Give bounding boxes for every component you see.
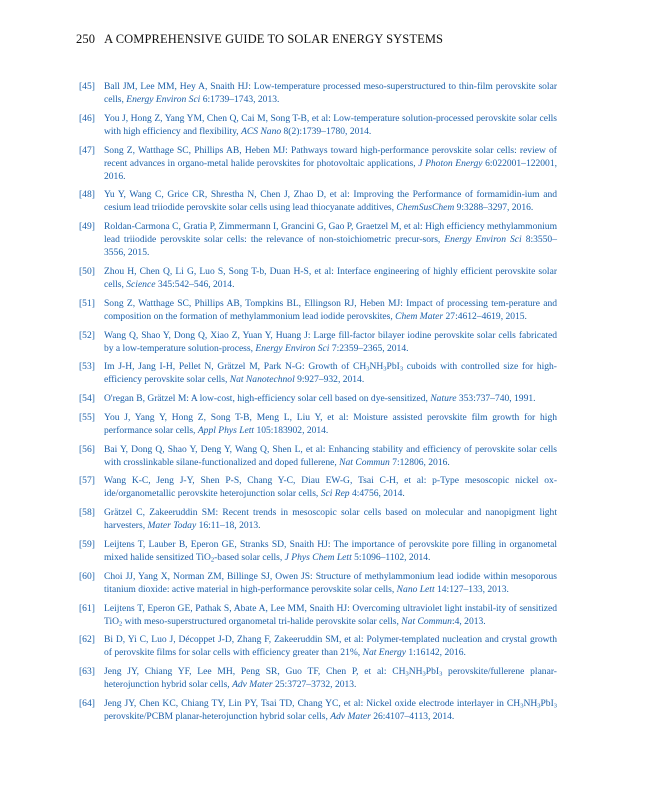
reference-number: [55] <box>79 411 95 423</box>
reference-segment: 8:3550–3556, 2015. <box>104 234 557 259</box>
reference-segment: NH <box>523 697 538 709</box>
reference-number: [45] <box>79 81 95 92</box>
subscript: 2 <box>210 556 215 564</box>
reference-segment: Grätzel C, Zakeeruddin SM: Recent trends in mesoscopic solar cells based on molecular and nanopigment light harvesters, <box>104 507 557 532</box>
reference-segment: 7:2359–2365, 2014. <box>329 342 409 354</box>
reference-segment: perovskite/fullerene planar-heterojunction hybrid solar cells, <box>104 666 557 691</box>
reference-text <box>104 506 557 532</box>
reference-segment: cuboids with controlled size for high-efficiency perovskite solar cells, <box>104 361 557 386</box>
reference-segment: Bi D, Yi C, Luo J, Décoppet J-D, Zhang F, Zakeeruddin SM, et al: Polymer-templated nucleation and crystal growth of perovskite films for solar cells with efficiency greater than 21%, <box>104 634 557 659</box>
reference-segment: 345:542–546, 2014. <box>155 279 235 291</box>
subscript: 3 <box>366 365 370 373</box>
journal-name: Energy Environ Sci <box>126 94 201 106</box>
reference-item <box>79 474 557 500</box>
reference-segment: Wang K-C, Jeng J-Y, Shen P-S, Chang Y-C, Diau EW-G, Tsai C-H, et al: p-Type mesoscopic nickel ox-ide/organometallic perovskite heterojunction solar cells, <box>104 475 557 500</box>
journal-name: J Phys Chem Lett <box>284 552 352 564</box>
reference-segment: Leijtens T, Lauber B, Eperon GE, Stranks SD, Snaith HJ: The importance of perovskite pore filling in organometal mixed halide sensitized TiO <box>104 538 557 564</box>
reference-segment: 9:927–932, 2014. <box>294 374 365 386</box>
journal-name: Nature <box>430 393 457 405</box>
journal-name: Sci Rep <box>320 488 350 500</box>
reference-segment: 7:12806, 2016. <box>389 456 450 468</box>
reference-item <box>79 697 557 723</box>
reference-text <box>104 697 557 723</box>
subscript: 2 <box>119 620 123 628</box>
reference-number: [47] <box>79 144 95 156</box>
reference-segment: :4, 2013. <box>451 615 486 627</box>
reference-segment: 16:11–18, 2013. <box>196 520 261 532</box>
reference-segment: PbI <box>540 697 554 709</box>
reference-segment: Song Z, Watthage SC, Phillips AB, Tompkins BL, Ellingson RJ, Heben MJ: Impact of processing tem-perature and composition on the formation of methylammonium lead iodide perovskites, <box>104 297 557 322</box>
reference-segment: 8(2):1739–1780, 2014. <box>281 125 372 137</box>
reference-number: [58] <box>79 507 95 519</box>
reference-text <box>104 474 557 500</box>
reference-segment: Bai Y, Dong Q, Shao Y, Deng Y, Wang Q, Shen L, et al: Enhancing stability and efficiency of perovskite solar cells with crosslinkable silane-functionalized and doped fullerene, <box>104 443 557 468</box>
reference-item <box>79 265 557 291</box>
reference-number: [49] <box>79 221 95 233</box>
journal-name: Appl Phys Lett <box>197 424 255 436</box>
reference-segment: Im J-H, Jang I-H, Pellet N, Grätzel M, Park N-G: Growth of CH <box>104 361 367 373</box>
reference-text <box>104 188 557 214</box>
reference-text <box>104 443 557 469</box>
reference-segment: 1:16142, 2016. <box>405 647 466 659</box>
subscript: 3 <box>553 702 557 710</box>
subscript: 3 <box>405 670 409 678</box>
reference-number: [64] <box>79 697 95 709</box>
journal-name: Nat Nanotechnol <box>229 374 295 386</box>
reference-number: [63] <box>79 666 95 678</box>
reference-segment: perovskite/PCBM planar-heterojunction hybrid solar cells, <box>104 710 331 722</box>
journal-name: Nano Lett <box>396 583 435 595</box>
reference-number: [54] <box>79 393 95 405</box>
reference-item <box>79 360 557 386</box>
reference-segment: Jeng JY, Chen KC, Chiang TY, Lin PY, Tsai TD, Chang YC, et al: Nickel oxide electrode interlayer in CH <box>104 697 521 709</box>
reference-item <box>79 297 557 323</box>
journal-name: Chem Mater <box>395 310 444 322</box>
reference-segment: 14:127–133, 2013. <box>434 583 509 595</box>
page-number: 250 <box>76 32 96 46</box>
reference-segment: 353:737–740, 1991. <box>456 393 536 405</box>
reference-segment: PbI <box>386 361 400 373</box>
reference-text <box>104 360 557 386</box>
reference-item <box>79 665 557 691</box>
journal-name: ChemSusChem <box>396 202 455 214</box>
reference-item <box>79 329 557 355</box>
subscript: 3 <box>520 702 524 710</box>
reference-item <box>79 506 557 532</box>
reference-segment: Jeng JY, Chiang YF, Lee MH, Peng SR, Guo TF, Chen P, et al: CH <box>104 666 406 678</box>
subscript: 3 <box>399 365 404 373</box>
journal-name: Adv Mater <box>232 679 273 691</box>
journal-name: Science <box>126 279 156 291</box>
reference-item <box>79 144 557 183</box>
reference-segment: Choi JJ, Yang X, Norman ZM, Billinge SJ, Owen JS: Structure of methylammonium lead iodide within mesoporous titanium dioxide: active material in high-performance perovskite solar cells, <box>104 570 557 595</box>
reference-text <box>104 329 557 355</box>
reference-segment: 6:1739–1743, 2013. <box>200 94 280 106</box>
reference-number: [46] <box>79 112 95 124</box>
reference-list <box>79 80 557 729</box>
reference-number: [56] <box>79 443 95 455</box>
journal-name: Adv Mater <box>330 710 371 722</box>
reference-text <box>104 538 557 564</box>
reference-text <box>104 80 557 106</box>
journal-name: Nat Energy <box>362 647 406 659</box>
reference-item <box>79 188 557 214</box>
reference-text <box>104 602 557 628</box>
reference-item <box>79 411 557 437</box>
reference-text <box>104 411 557 437</box>
reference-text <box>104 297 557 323</box>
reference-number: [61] <box>79 602 95 614</box>
reference-item <box>79 392 557 405</box>
reference-segment: PbI <box>425 666 440 678</box>
reference-item <box>79 538 557 564</box>
reference-segment: Ball JM, Lee MM, Hey A, Snaith HJ: Low-temperature processed meso-superstructured to thin-film perovskite solar cells, <box>104 81 557 106</box>
reference-segment: You J, Yang Y, Hong Z, Song T-B, Meng L, Liu Y, et al: Moisture assisted perovskite film growth for high performance solar cells, <box>104 411 557 436</box>
journal-name: ACS Nano <box>241 125 282 137</box>
reference-item <box>79 602 557 628</box>
reference-segment: 6:022001–122001, 2016. <box>104 157 557 182</box>
reference-text <box>104 633 557 659</box>
reference-text <box>104 112 557 138</box>
reference-text <box>104 570 557 596</box>
reference-segment: Song Z, Watthage SC, Phillips AB, Heben MJ: Pathways toward high-performance perovskite solar cells: review of recent advances in organo-metal halide perovskites for photovoltaic applications, <box>104 144 557 169</box>
running-title: A COMPREHENSIVE GUIDE TO SOLAR ENERGY SYSTEMS <box>104 32 444 46</box>
reference-segment: You J, Hong Z, Yang YM, Chen Q, Cai M, Song T-B, et al: Low-temperature solution-processed perovskite solar cells with high efficiency and flexibility, <box>104 112 557 137</box>
reference-segment: Leijtens T, Eperon GE, Pathak S, Abate A, Lee MM, Snaith HJ: Overcoming ultraviolet light instabil-ity of sensitized TiO <box>104 602 557 627</box>
reference-number: [51] <box>79 297 95 309</box>
reference-segment: Yu Y, Wang C, Grice CR, Shrestha N, Chen J, Zhao D, et al: Improving the Performance of formamidin-ium and cesium lead triiodide perovskite solar cells using lead thiocyanate additives, <box>104 189 557 214</box>
reference-number: [50] <box>79 266 95 277</box>
subscript: 3 <box>439 670 443 678</box>
reference-segment: 5:1096–1102, 2014. <box>351 552 431 564</box>
reference-number: [52] <box>79 329 95 341</box>
reference-segment: NH <box>369 361 384 373</box>
reference-segment: 26:4107–4113, 2014. <box>370 710 455 722</box>
journal-name: Energy Environ Sci <box>255 342 330 354</box>
reference-segment: 9:3288–3297, 2016. <box>454 202 534 214</box>
reference-item <box>79 112 557 138</box>
journal-name: J Photon Energy <box>418 157 483 169</box>
reference-number: [62] <box>79 634 95 646</box>
reference-text <box>104 665 557 691</box>
reference-segment: 25:3727–3732, 2013. <box>272 679 357 691</box>
reference-segment: Wang Q, Shao Y, Dong Q, Xiao Z, Yuan Y, Huang J: Large fill-factor bilayer iodine perovskite solar cells fabricated by a low-temperature solution-process, <box>104 329 557 354</box>
reference-segment: with meso-superstructured organometal tri-halide perovskite solar cells, <box>122 615 402 627</box>
reference-segment: 105:183902, 2014. <box>254 424 329 436</box>
subscript: 3 <box>422 670 426 678</box>
reference-segment: Zhou H, Chen Q, Li G, Luo S, Song T-b, Duan H-S, et al: Interface engineering of highly efficient perovskite solar cells, <box>104 266 557 291</box>
journal-name: Nat Commun <box>339 456 390 468</box>
reference-number: [60] <box>79 570 95 582</box>
journal-name: Energy Environ Sci <box>444 234 522 246</box>
reference-number: [53] <box>79 361 95 373</box>
reference-segment: -based solar cells, <box>214 552 285 564</box>
reference-segment: NH <box>408 666 423 678</box>
reference-item <box>79 80 557 106</box>
reference-segment: Roldan-Carmona C, Gratia P, Zimmermann I, Grancini G, Gao P, Graetzel M, et al: High efficiency methylammonium lead triiodide perovskite solar cells: the relevance of non-stoichiometric precur-sors, <box>104 221 557 246</box>
reference-text <box>104 265 557 291</box>
reference-text <box>104 220 557 259</box>
journal-name: Nat Commun <box>401 615 452 627</box>
reference-item <box>79 570 557 596</box>
reference-item <box>79 633 557 659</box>
reference-text <box>104 144 557 183</box>
running-header <box>76 32 443 47</box>
reference-item <box>79 220 557 259</box>
reference-number: [48] <box>79 189 95 201</box>
subscript: 3 <box>383 365 387 373</box>
reference-item <box>79 443 557 469</box>
reference-text <box>104 392 557 405</box>
reference-number: [59] <box>79 538 95 550</box>
reference-segment: 4:4756, 2014. <box>349 488 405 500</box>
reference-number: [57] <box>79 475 95 487</box>
journal-name: Mater Today <box>147 520 197 532</box>
subscript: 3 <box>537 702 541 710</box>
reference-segment: 27:4612–4619, 2015. <box>443 310 527 322</box>
reference-segment: O'regan B, Grätzel M: A low-cost, high-efficiency solar cell based on dye-sensitized, <box>104 393 431 405</box>
